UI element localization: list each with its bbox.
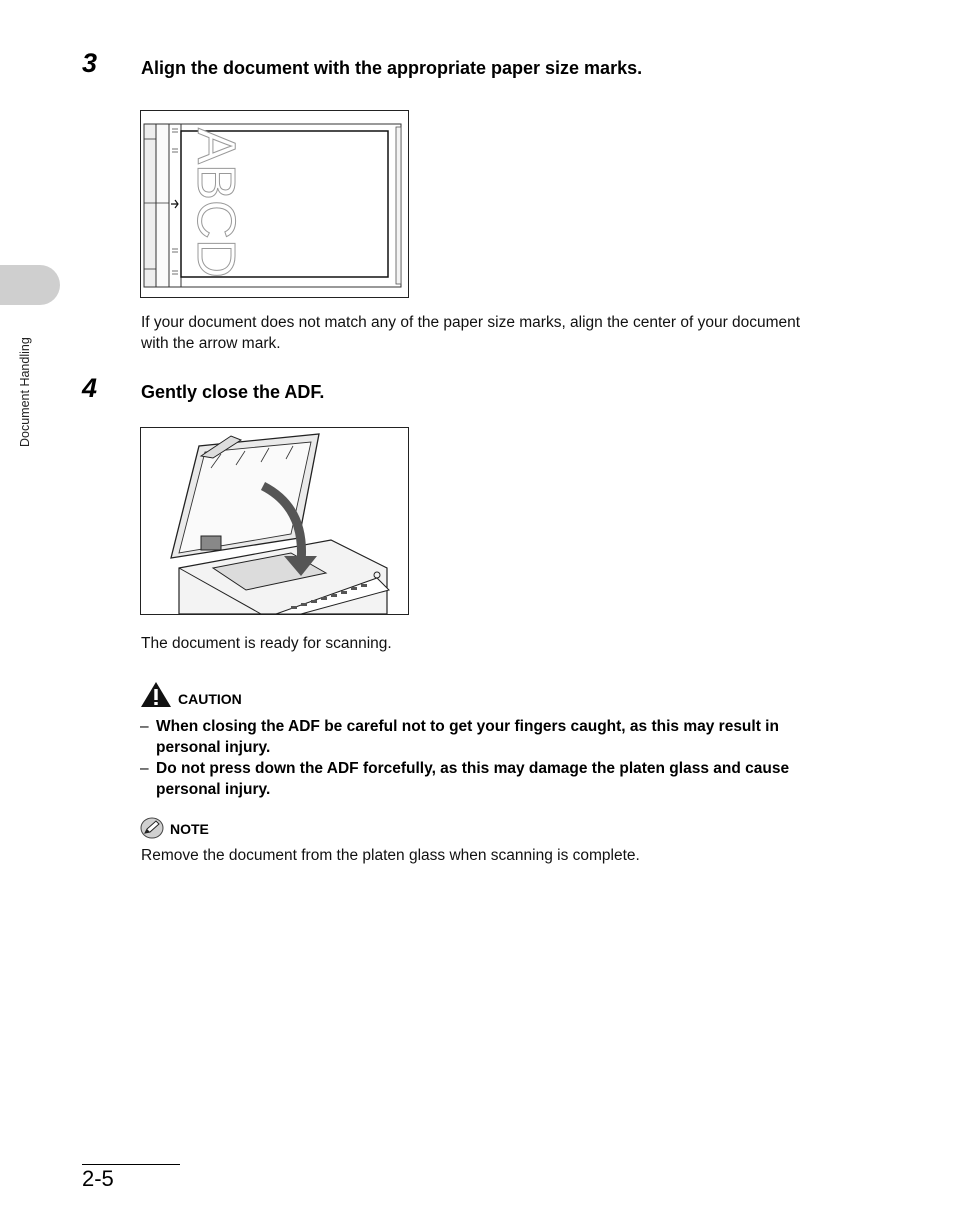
caution-item-1-text [156, 716, 916, 758]
caution-item-1-line-1: When closing the ADF be careful not to get your fingers caught, as this may result in [156, 718, 779, 735]
caution-item-2-dash: – [140, 760, 149, 777]
close-adf-illustration [141, 428, 408, 614]
caution-item-2-line-2: personal injury. [156, 781, 271, 798]
step-3-title: Align the document with the appropriate paper size marks. [141, 58, 643, 78]
step-3-description-line-2: with the arrow mark. [141, 335, 281, 352]
step-4-title: Gently close the ADF. [141, 382, 325, 402]
chapter-tab-label: Document Handling [18, 337, 32, 447]
note-pencil-icon [140, 817, 164, 839]
caution-label: CAUTION [178, 691, 242, 707]
page-number: 2-5 [82, 1166, 114, 1191]
note-text: Remove the document from the platen glass when scanning is complete. [141, 847, 640, 864]
close-adf-figure [140, 427, 409, 615]
step-4-number: 4 [82, 373, 98, 403]
caution-item-1-dash: – [140, 718, 149, 735]
footer-rule [82, 1164, 180, 1165]
platen-alignment-figure [140, 110, 409, 298]
chapter-tab [0, 265, 60, 305]
caution-warning-icon [140, 681, 172, 708]
document-sample-text: ABCD [186, 127, 246, 279]
platen-alignment-illustration [141, 111, 408, 297]
caution-item-2-line-1: Do not press down the ADF forcefully, as this may damage the platen glass and cause [156, 760, 790, 777]
note-label: NOTE [170, 821, 209, 837]
caution-item-2-text [156, 758, 916, 800]
step-3-description [141, 312, 901, 354]
caution-item-1-line-2: personal injury. [156, 739, 271, 756]
step-3-description-line-1: If your document does not match any of the paper size marks, align the center of your document [141, 314, 801, 331]
step-4-result: The document is ready for scanning. [141, 635, 392, 652]
step-3-number: 3 [82, 48, 98, 78]
